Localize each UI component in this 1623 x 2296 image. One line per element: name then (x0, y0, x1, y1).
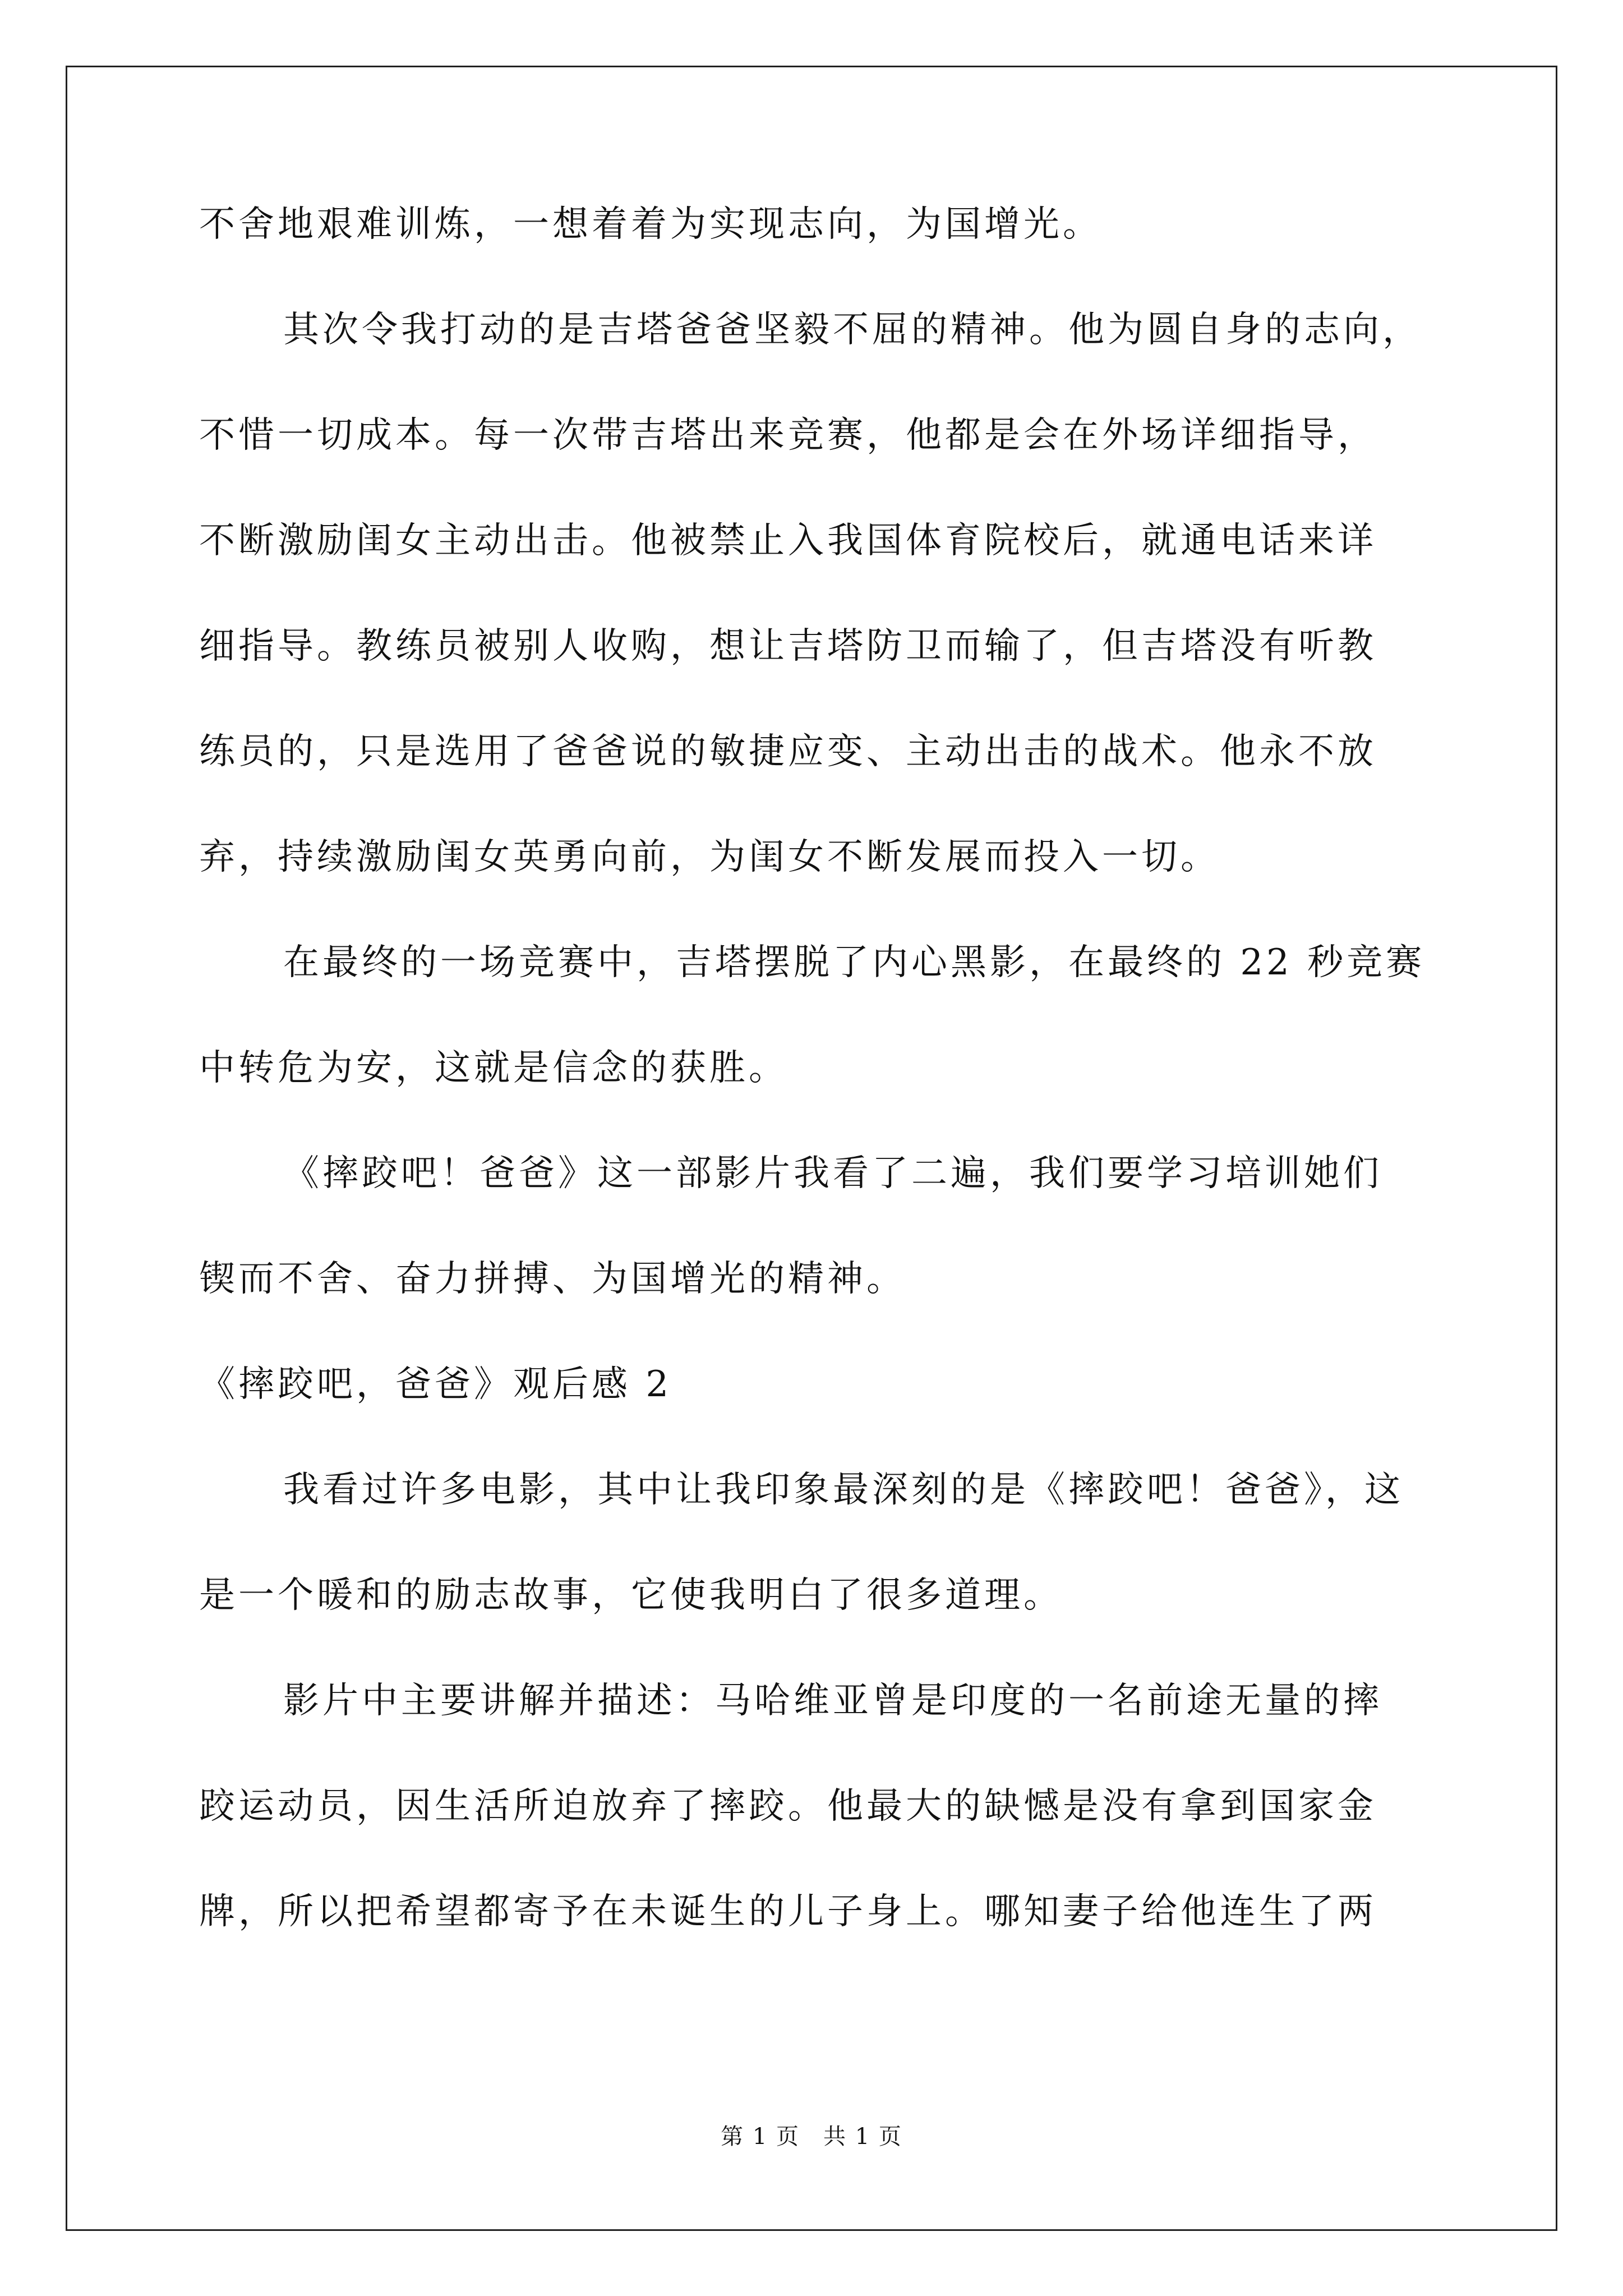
text-line: 跤运动员，因生活所迫放弃了摔跤。他最大的缺憾是没有拿到国家金 (199, 1786, 1377, 1827)
text-line: 不惜一切成本。每一次带吉塔出来竞赛，他都是会在外场详细指导， (199, 415, 1377, 456)
text-line: 细指导。教练员被别人收购，想让吉塔防卫而输了，但吉塔没有听教 (199, 625, 1377, 667)
paragraph-start-line: 其次令我打动的是吉塔爸爸坚毅不屈的精神。他为圆自身的志向， (283, 309, 1422, 351)
text-line: 是一个暖和的励志故事，它使我明白了很多道理。 (199, 1575, 1063, 1616)
paragraph-start-line: 影片中主要讲解并描述：马哈维亚曾是印度的一名前途无量的摔 (283, 1680, 1382, 1722)
text-line: 锲而不舍、奋力拼搏、为国增光的精神。 (199, 1258, 906, 1300)
text-line: 弃，持续激励闺女英勇向前，为闺女不断发展而投入一切。 (199, 836, 1220, 878)
text-line: 不断激励闺女主动出击。他被禁止入我国体育院校后，就通电话来详 (199, 520, 1377, 562)
paragraph-start-line: 在最终的一场竞赛中，吉塔摆脱了内心黑影，在最终的 22 秒竞赛 (283, 942, 1426, 983)
paragraph-start-line: 我看过许多电影，其中让我印象最深刻的是《摔跤吧！爸爸》，这 (283, 1469, 1404, 1511)
text-line: 不舍地艰难训炼，一想着着为实现志向，为国增光。 (199, 204, 1102, 245)
section-heading: 《摔跤吧，爸爸》观后感 2 (199, 1364, 672, 1405)
text-line: 中转危为安，这就是信念的获胜。 (199, 1047, 788, 1089)
text-line: 牌，所以把希望都寄予在未诞生的儿子身上。哪知妻子给他连生了两 (199, 1891, 1377, 1932)
text-line: 练员的，只是选用了爸爸说的敏捷应变、主动出击的战术。他永不放 (199, 731, 1377, 772)
page-footer: 第 1 页 共 1 页 (721, 2124, 902, 2150)
paragraph-start-line: 《摔跤吧！爸爸》这一部影片我看了二遍，我们要学习培训她们 (283, 1153, 1382, 1194)
